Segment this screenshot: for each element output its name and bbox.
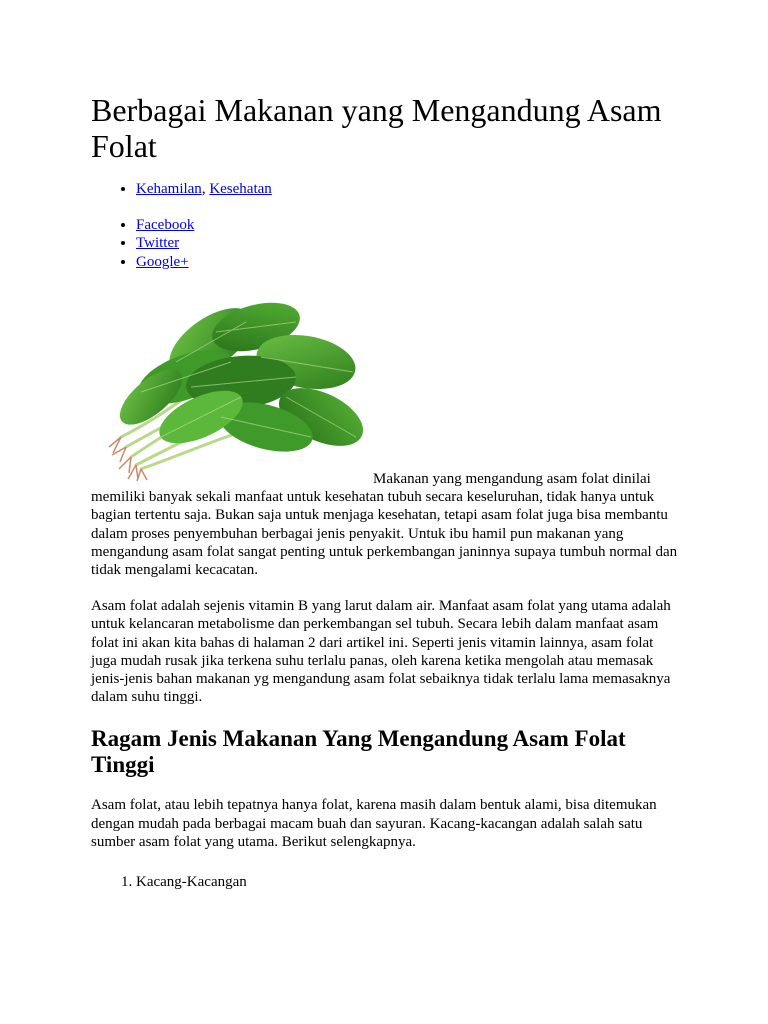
body-paragraph: Asam folat adalah sejenis vitamin B yang larut dalam air. Manfaat asam folat yang utama adalah untuk kelancaran metabolisme dan perkembangan sel tubuh. Secara lebih dalam manfaat asam folat ini akan kita bahas di halaman 2 dari artikel ini. Seperti jenis vitamin lainnya, asam folat juga mudah rusak jika terkena suhu terlalu panas, oleh karena ketika mengolah atau memasak jenis-jenis bahan makanan yg mengandung asam folat sebaiknya tidak terlalu lama memasaknya dalam suhu tinggi.	[91, 598, 671, 706]
spinach-image	[91, 287, 373, 483]
share-link-google-plus[interactable]: Google+	[136, 253, 189, 270]
list-item: 1. Kacang-Kacangan	[136, 873, 679, 891]
category-item	[136, 180, 679, 199]
intro-paragraph: Makanan yang mengandung asam folat dinilai memiliki banyak sekali manfaat untuk kesehatan tubuh secara keseluruhan, tidak hanya untuk bagian tertentu saja. Bukan saja untuk menjaga kesehatan, tetapi asam folat juga bisa membantu dalam proses penyembuhan berbagai jenis penyakit. Untuk ibu hamil pun makanan yang mengandung asam folat sangat penting untuk perkembangan janinnya supaya tumbuh normal dan tidak mengalami kecacatan.	[91, 471, 678, 579]
category-list	[91, 180, 679, 199]
share-item	[136, 216, 679, 235]
document-page	[91, 0, 679, 891]
share-link-twitter[interactable]: Twitter	[136, 235, 180, 251]
spinach-illustration	[91, 287, 373, 483]
category-link-kehamilan[interactable]: Kehamilan	[136, 181, 202, 197]
category-link-kesehatan[interactable]: Kesehatan	[209, 181, 272, 197]
section-heading: Ragam Jenis Makanan Yang Mengandung Asam Folat Tinggi	[91, 726, 626, 778]
share-link-facebook[interactable]: Facebook	[136, 216, 195, 233]
body-paragraph: Asam folat, atau lebih tepatnya hanya folat, karena masih dalam bentuk alami, bisa ditemukan dengan mudah pada berbagai macam buah dan sayuran. Kacang-kacangan adalah salah satu sumber asam folat yang utama. Berikut selengkapnya.	[91, 797, 657, 850]
share-list	[91, 216, 679, 272]
share-item	[136, 234, 679, 253]
article-title: Berbagai Makanan yang Mengandung Asam Folat	[91, 92, 662, 164]
food-list	[91, 873, 679, 891]
intro-block	[91, 287, 679, 579]
category-separator: ,	[201, 181, 210, 197]
share-item	[136, 253, 679, 272]
